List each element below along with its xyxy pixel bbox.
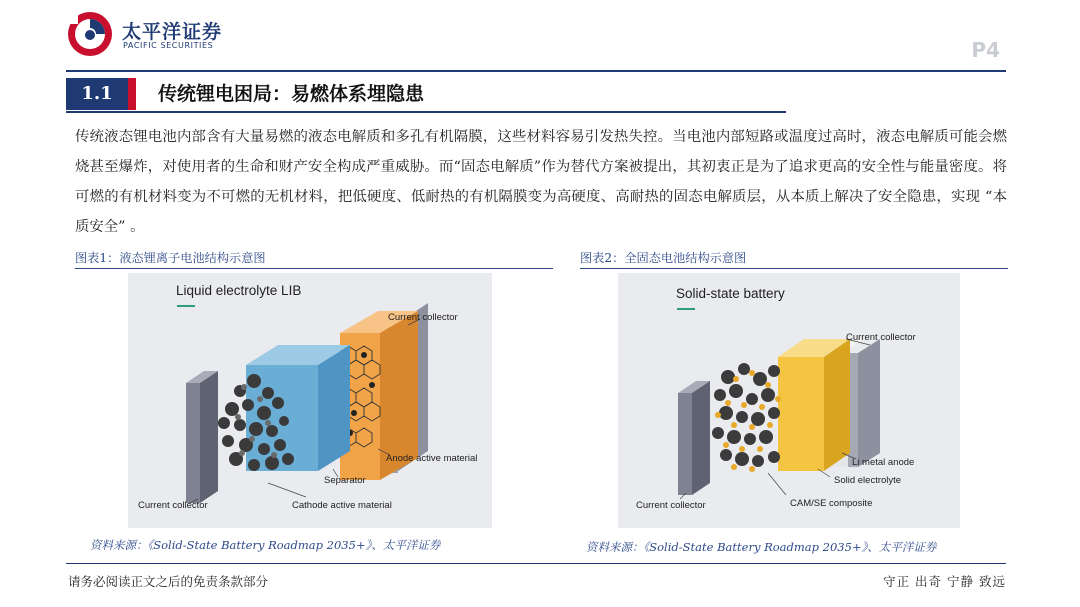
figure2-label-current-collector-left: Current collector [636, 500, 706, 511]
figure1-title-accent [177, 305, 195, 307]
footer-divider [66, 563, 1006, 564]
footer-disclaimer: 请务必阅读正文之后的免责条款部分 [68, 574, 269, 589]
figure1-diagram [128, 273, 492, 528]
figure1-label-current-collector-left: Current collector [138, 500, 208, 511]
header-divider [66, 70, 1006, 72]
figure2-title-accent [677, 308, 695, 310]
figure2-title: Solid-state battery [676, 286, 785, 301]
section-number: 1.1 [66, 78, 128, 110]
section-title: 传统锂电困局：易燃体系埋隐患 [158, 83, 425, 105]
figure1-label-separator: Separator [324, 475, 366, 486]
brand-name-cn: 太平洋证券 [122, 21, 223, 43]
figure2-caption: 图表2：全固态电池结构示意图 [580, 251, 747, 265]
figure1-label-anode: Anode active material [386, 453, 478, 464]
figure2-label-current-collector-right: Current collector [846, 332, 916, 343]
figure2-label-composite: CAM/SE composite [790, 498, 873, 509]
figure2-label-li-anode: Li metal anode [852, 457, 915, 468]
body-paragraph: 传统液态锂电池内部含有大量易燃的液态电解质和多孔有机隔膜，这些材料容易引发热失控。当电池内部短路或温度过高时，液态电解质可能会燃烧甚至爆炸，对使用者的生命和财产安全构成严重威胁。而“固态电解质”作为替代方案被提出，其初衷正是为了追求更高的安全性与能量密度。将可燃的有机材料变为不可燃的无机材料，把低硬度、低耐热的有机隔膜变为高硬度、高耐热的固态电解质层，从本质上解决了安全隐患，实现 “本质安全” 。 [75, 129, 1007, 235]
section-divider [66, 111, 786, 113]
figure2-diagram [618, 273, 960, 528]
figure1-label-current-collector-right: Current collector [388, 312, 458, 323]
section-accent-bar [128, 78, 136, 110]
pacific-securities-logo-icon [66, 10, 114, 58]
page-number: P4 [971, 38, 1000, 62]
brand-name-en: PACIFIC SECURITIES [123, 41, 214, 50]
figure1-label-cathode: Cathode active material [292, 500, 392, 511]
figure1-caption-rule [75, 268, 553, 269]
figure2-source: 资料来源：《Solid-State Battery Roadmap 2035+》、太平洋证券 [586, 540, 937, 554]
footer-motto: 守正 出奇 宁静 致远 [883, 574, 1006, 589]
figure2-label-solid-electrolyte: Solid electrolyte [834, 475, 902, 486]
figure1-caption: 图表1：液态锂离子电池结构示意图 [75, 251, 266, 265]
figure2-caption-rule [580, 268, 1008, 269]
figure1-title: Liquid electrolyte LIB [176, 283, 302, 298]
figure1-source: 资料来源：《Solid-State Battery Roadmap 2035+》、太平洋证券 [90, 538, 441, 552]
